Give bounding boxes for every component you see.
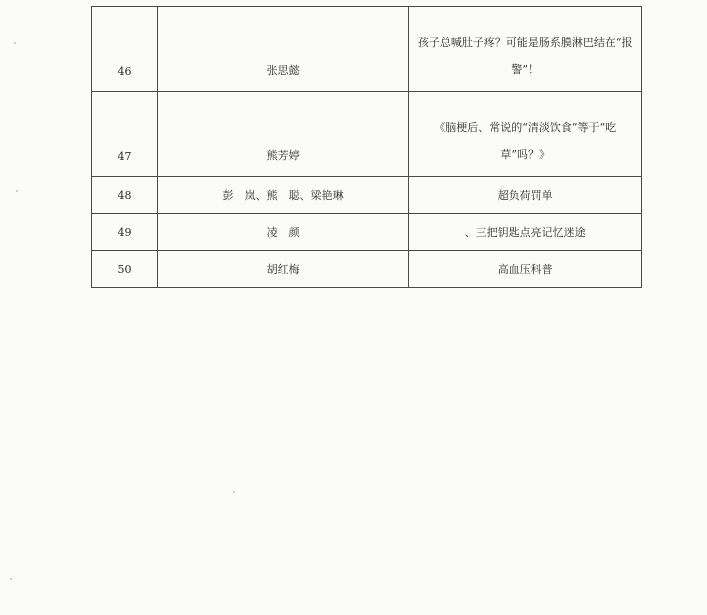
scan-speck: [10, 578, 12, 580]
work-title: [409, 7, 642, 92]
author-names: 熊芳婷: [157, 92, 408, 177]
scan-speck: [233, 491, 235, 493]
row-number: 49: [92, 214, 158, 251]
author-names: 凌 颜: [157, 214, 408, 251]
work-title-text: 《脑梗后、常说的“清淡饮食”等于“吃草”吗？》: [434, 121, 617, 161]
work-title: [409, 92, 642, 177]
work-title: 高血压科普: [409, 251, 642, 288]
table-row: [92, 251, 642, 288]
row-number: 46: [92, 7, 158, 92]
table-row: [92, 177, 642, 214]
work-title: 超负荷罚单: [409, 177, 642, 214]
author-names: 彭 岚、熊 聪、梁艳琳: [157, 177, 408, 214]
work-title-text: 孩子总喊肚子疼？可能是肠系膜淋巴结在“报警”！: [417, 36, 633, 76]
entries-table: [91, 6, 642, 288]
scan-speck: [14, 42, 16, 44]
work-title: 、三把钥匙点亮记忆迷途: [409, 214, 642, 251]
table-row: [92, 214, 642, 251]
row-number: 47: [92, 92, 158, 177]
author-names: 胡红梅: [157, 251, 408, 288]
scan-speck: [16, 190, 18, 192]
table-row: [92, 7, 642, 92]
author-names: 张思懿: [157, 7, 408, 92]
row-number: 50: [92, 251, 158, 288]
row-number: 48: [92, 177, 158, 214]
table-row: [92, 92, 642, 177]
